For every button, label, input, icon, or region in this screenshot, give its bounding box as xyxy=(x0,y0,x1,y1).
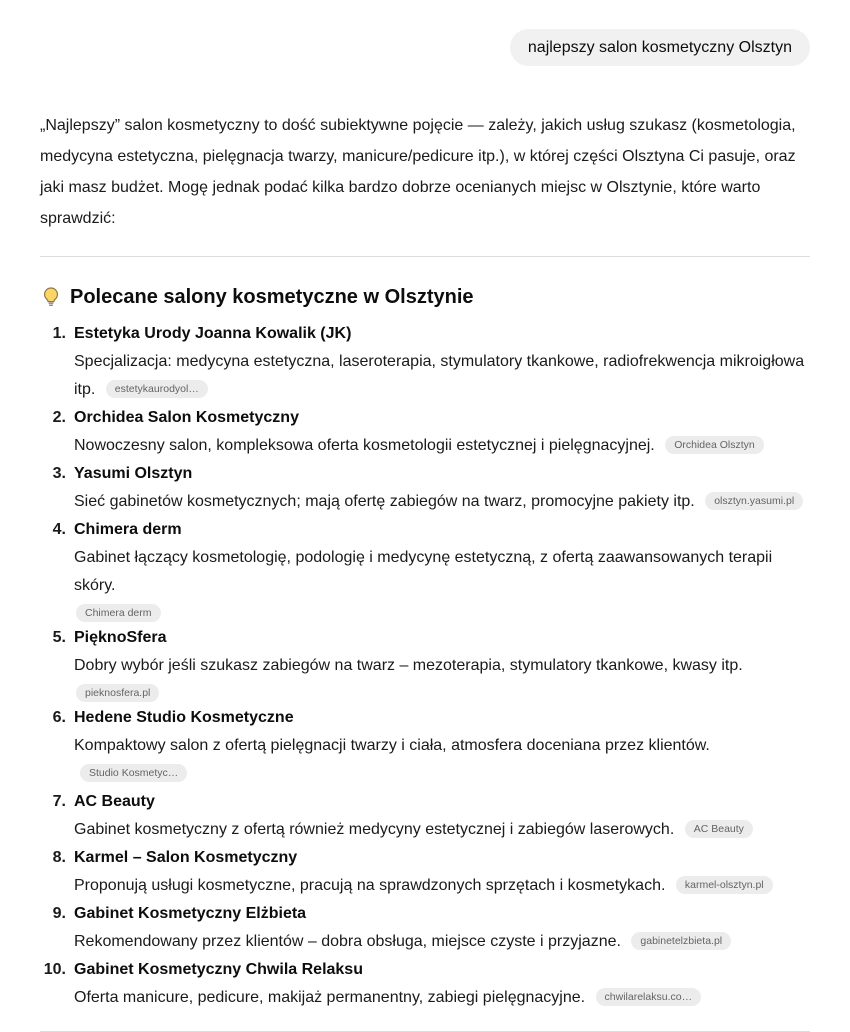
salon-item xyxy=(40,404,810,460)
salon-body xyxy=(74,624,810,704)
salon-item xyxy=(40,320,810,404)
salon-description-line xyxy=(74,488,810,516)
salon-description: Oferta manicure, pedicure, makijaż permanentny, zabiegi pielęgnacyjne. xyxy=(74,989,586,1006)
section-divider-top xyxy=(40,256,810,257)
salon-item xyxy=(40,844,810,900)
salon-body xyxy=(74,788,810,844)
salon-number: 10. xyxy=(43,961,66,978)
salon-description-line xyxy=(74,348,810,404)
salon-number: 7. xyxy=(52,793,66,810)
user-message-row xyxy=(40,0,810,66)
section-title: Polecane salony kosmetyczne w Olsztynie xyxy=(70,286,474,308)
lightbulb-icon xyxy=(40,286,62,308)
intro-paragraph: „Najlepszy” salon kosmetyczny to dość subiektywne pojęcie — zależy, jakich usług szukasz (kosmetologia, medycyna estetyczna, pielęgnacja twarzy, manicure/pedicure itp.), w której części Olsztyna Ci pasuje, oraz jaki masz budżet. Mogę jednak podać kilka bardzo dobrze ocenianych miejsc w Olsztynie, które warto sprawdzić: xyxy=(40,117,796,227)
salon-description: Dobry wybór jeśli szukasz zabiegów na twarz – mezoterapia, stymulatory tkankowe, kwasy itp. xyxy=(74,657,743,674)
salon-body xyxy=(74,844,810,900)
citation-pill[interactable]: Studio Kosmetyc… xyxy=(80,764,187,782)
salon-description-line xyxy=(74,544,810,600)
salon-description-line xyxy=(74,816,810,844)
salon-description: Nowoczesny salon, kompleksowa oferta kosmetologii estetycznej i pielęgnacyjnej. xyxy=(74,437,655,454)
citation-pill[interactable]: Chimera derm xyxy=(76,604,161,622)
salon-name: Chimera derm xyxy=(74,521,182,538)
salon-description-line xyxy=(74,652,810,680)
salon-name: Yasumi Olsztyn xyxy=(74,465,193,482)
salon-number: 9. xyxy=(52,905,66,922)
user-message-bubble: najlepszy salon kosmetyczny Olsztyn xyxy=(510,29,810,66)
salon-description: Gabinet łączący kosmetologię, podologię i medycynę estetyczną, z ofertą zaawansowanych terapii skóry. xyxy=(74,549,773,594)
salon-body xyxy=(74,956,810,1012)
citation-line xyxy=(74,680,810,704)
salon-number: 5. xyxy=(52,629,66,646)
salon-description-line xyxy=(74,432,810,460)
salon-number: 6. xyxy=(52,709,66,726)
citation-pill[interactable]: estetykaurodyol… xyxy=(106,380,208,398)
salon-number: 3. xyxy=(52,465,66,482)
salon-name: Estetyka Urody Joanna Kowalik (JK) xyxy=(74,325,352,342)
salon-name: Karmel – Salon Kosmetyczny xyxy=(74,849,298,866)
salon-number: 4. xyxy=(52,521,66,538)
salon-name: Orchidea Salon Kosmetyczny xyxy=(74,409,299,426)
citation-pill[interactable]: Orchidea Olsztyn xyxy=(665,436,764,454)
salon-body xyxy=(74,404,810,460)
assistant-response xyxy=(40,110,810,1032)
salon-item xyxy=(40,956,810,1012)
salon-description: Specjalizacja: medycyna estetyczna, laseroterapia, stymulatory tkankowe, radiofrekwencja mikroigłowa itp. xyxy=(74,353,805,398)
section-heading xyxy=(40,285,810,309)
citation-line xyxy=(74,600,810,624)
salon-name: Gabinet Kosmetyczny Elżbieta xyxy=(74,905,307,922)
salon-number: 1. xyxy=(52,325,66,342)
salon-description: Gabinet kosmetyczny z ofertą również medycyny estetycznej i zabiegów laserowych. xyxy=(74,821,675,838)
salon-item xyxy=(40,788,810,844)
salon-item xyxy=(40,624,810,704)
salon-number: 2. xyxy=(52,409,66,426)
citation-pill[interactable]: karmel-olsztyn.pl xyxy=(676,876,773,894)
citation-pill[interactable]: pieknosfera.pl xyxy=(76,684,159,702)
salon-body xyxy=(74,704,810,788)
citation-pill[interactable]: AC Beauty xyxy=(685,820,753,838)
salon-item xyxy=(40,460,810,516)
salon-list xyxy=(40,320,810,1012)
citation-pill[interactable]: olsztyn.yasumi.pl xyxy=(705,492,803,510)
salon-description: Rekomendowany przez klientów – dobra obsługa, miejsce czyste i przyjazne. xyxy=(74,933,621,950)
salon-name: PięknoSfera xyxy=(74,629,167,646)
citation-pill[interactable]: gabinetelzbieta.pl xyxy=(631,932,731,950)
salon-description: Sieć gabinetów kosmetycznych; mają ofertę zabiegów na twarz, promocyjne pakiety itp. xyxy=(74,493,695,510)
salon-description-line xyxy=(74,984,810,1012)
salon-item xyxy=(40,516,810,624)
salon-number: 8. xyxy=(52,849,66,866)
salon-description: Kompaktowy salon z ofertą pielęgnacji twarzy i ciała, atmosfera doceniana przez klientów. xyxy=(74,737,710,754)
salon-name: Gabinet Kosmetyczny Chwila Relaksu xyxy=(74,961,363,978)
salon-description-line xyxy=(74,928,810,956)
citation-pill[interactable]: chwilarelaksu.co… xyxy=(596,988,702,1006)
salon-item xyxy=(40,900,810,956)
salon-body xyxy=(74,460,810,516)
salon-description-line xyxy=(74,872,810,900)
salon-name: AC Beauty xyxy=(74,793,155,810)
salon-description-line xyxy=(74,732,810,788)
salon-item xyxy=(40,704,810,788)
salon-name: Hedene Studio Kosmetyczne xyxy=(74,709,294,726)
salon-body xyxy=(74,516,810,624)
salon-body xyxy=(74,900,810,956)
salon-description: Proponują usługi kosmetyczne, pracują na sprawdzonych sprzętach i kosmetykach. xyxy=(74,877,666,894)
salon-body xyxy=(74,320,810,404)
